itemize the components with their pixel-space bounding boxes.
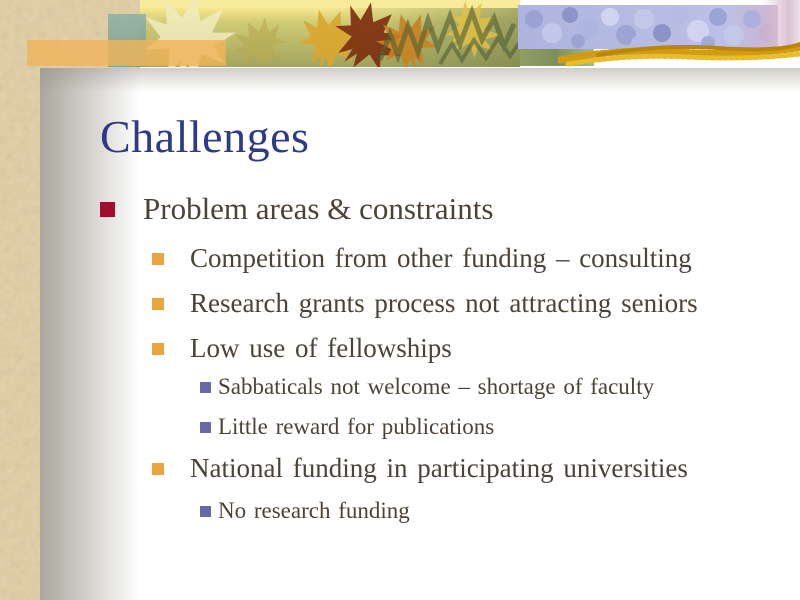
orange-square-bullet-icon [152,463,164,475]
orange-square-bullet-icon [152,298,164,310]
bullet-item-level3 [200,374,654,400]
bullet-text: Sabbaticals not welcome – shortage of faculty [218,374,655,399]
bullet-text: Research grants process not attracting seniors [190,288,698,318]
bullet-text: Little reward for publications [218,414,495,439]
purple-square-bullet-icon [200,506,211,517]
bullet-item-level3 [200,498,410,524]
bullet-item-level2 [152,333,452,364]
bullet-item-level2 [152,453,688,484]
slide-title: Challenges [100,111,310,162]
bullet-text: National funding in participating universities [190,453,688,483]
bullet-text: Low use of fellowships [190,333,452,363]
orange-square-bullet-icon [152,343,164,355]
purple-square-bullet-icon [200,422,211,433]
bullet-text: Competition from other funding – consulting [190,243,692,273]
orange-square-bullet-icon [152,253,164,265]
red-square-bullet-icon [100,202,115,217]
bullet-item-level1 [100,191,493,227]
bullet-text: No research funding [218,498,410,523]
bullet-item-level2 [152,243,692,274]
purple-square-bullet-icon [200,382,211,393]
bullet-item-level3 [200,414,494,440]
bullet-text: Problem areas & constraints [143,191,494,226]
bullet-item-level2 [152,288,698,319]
